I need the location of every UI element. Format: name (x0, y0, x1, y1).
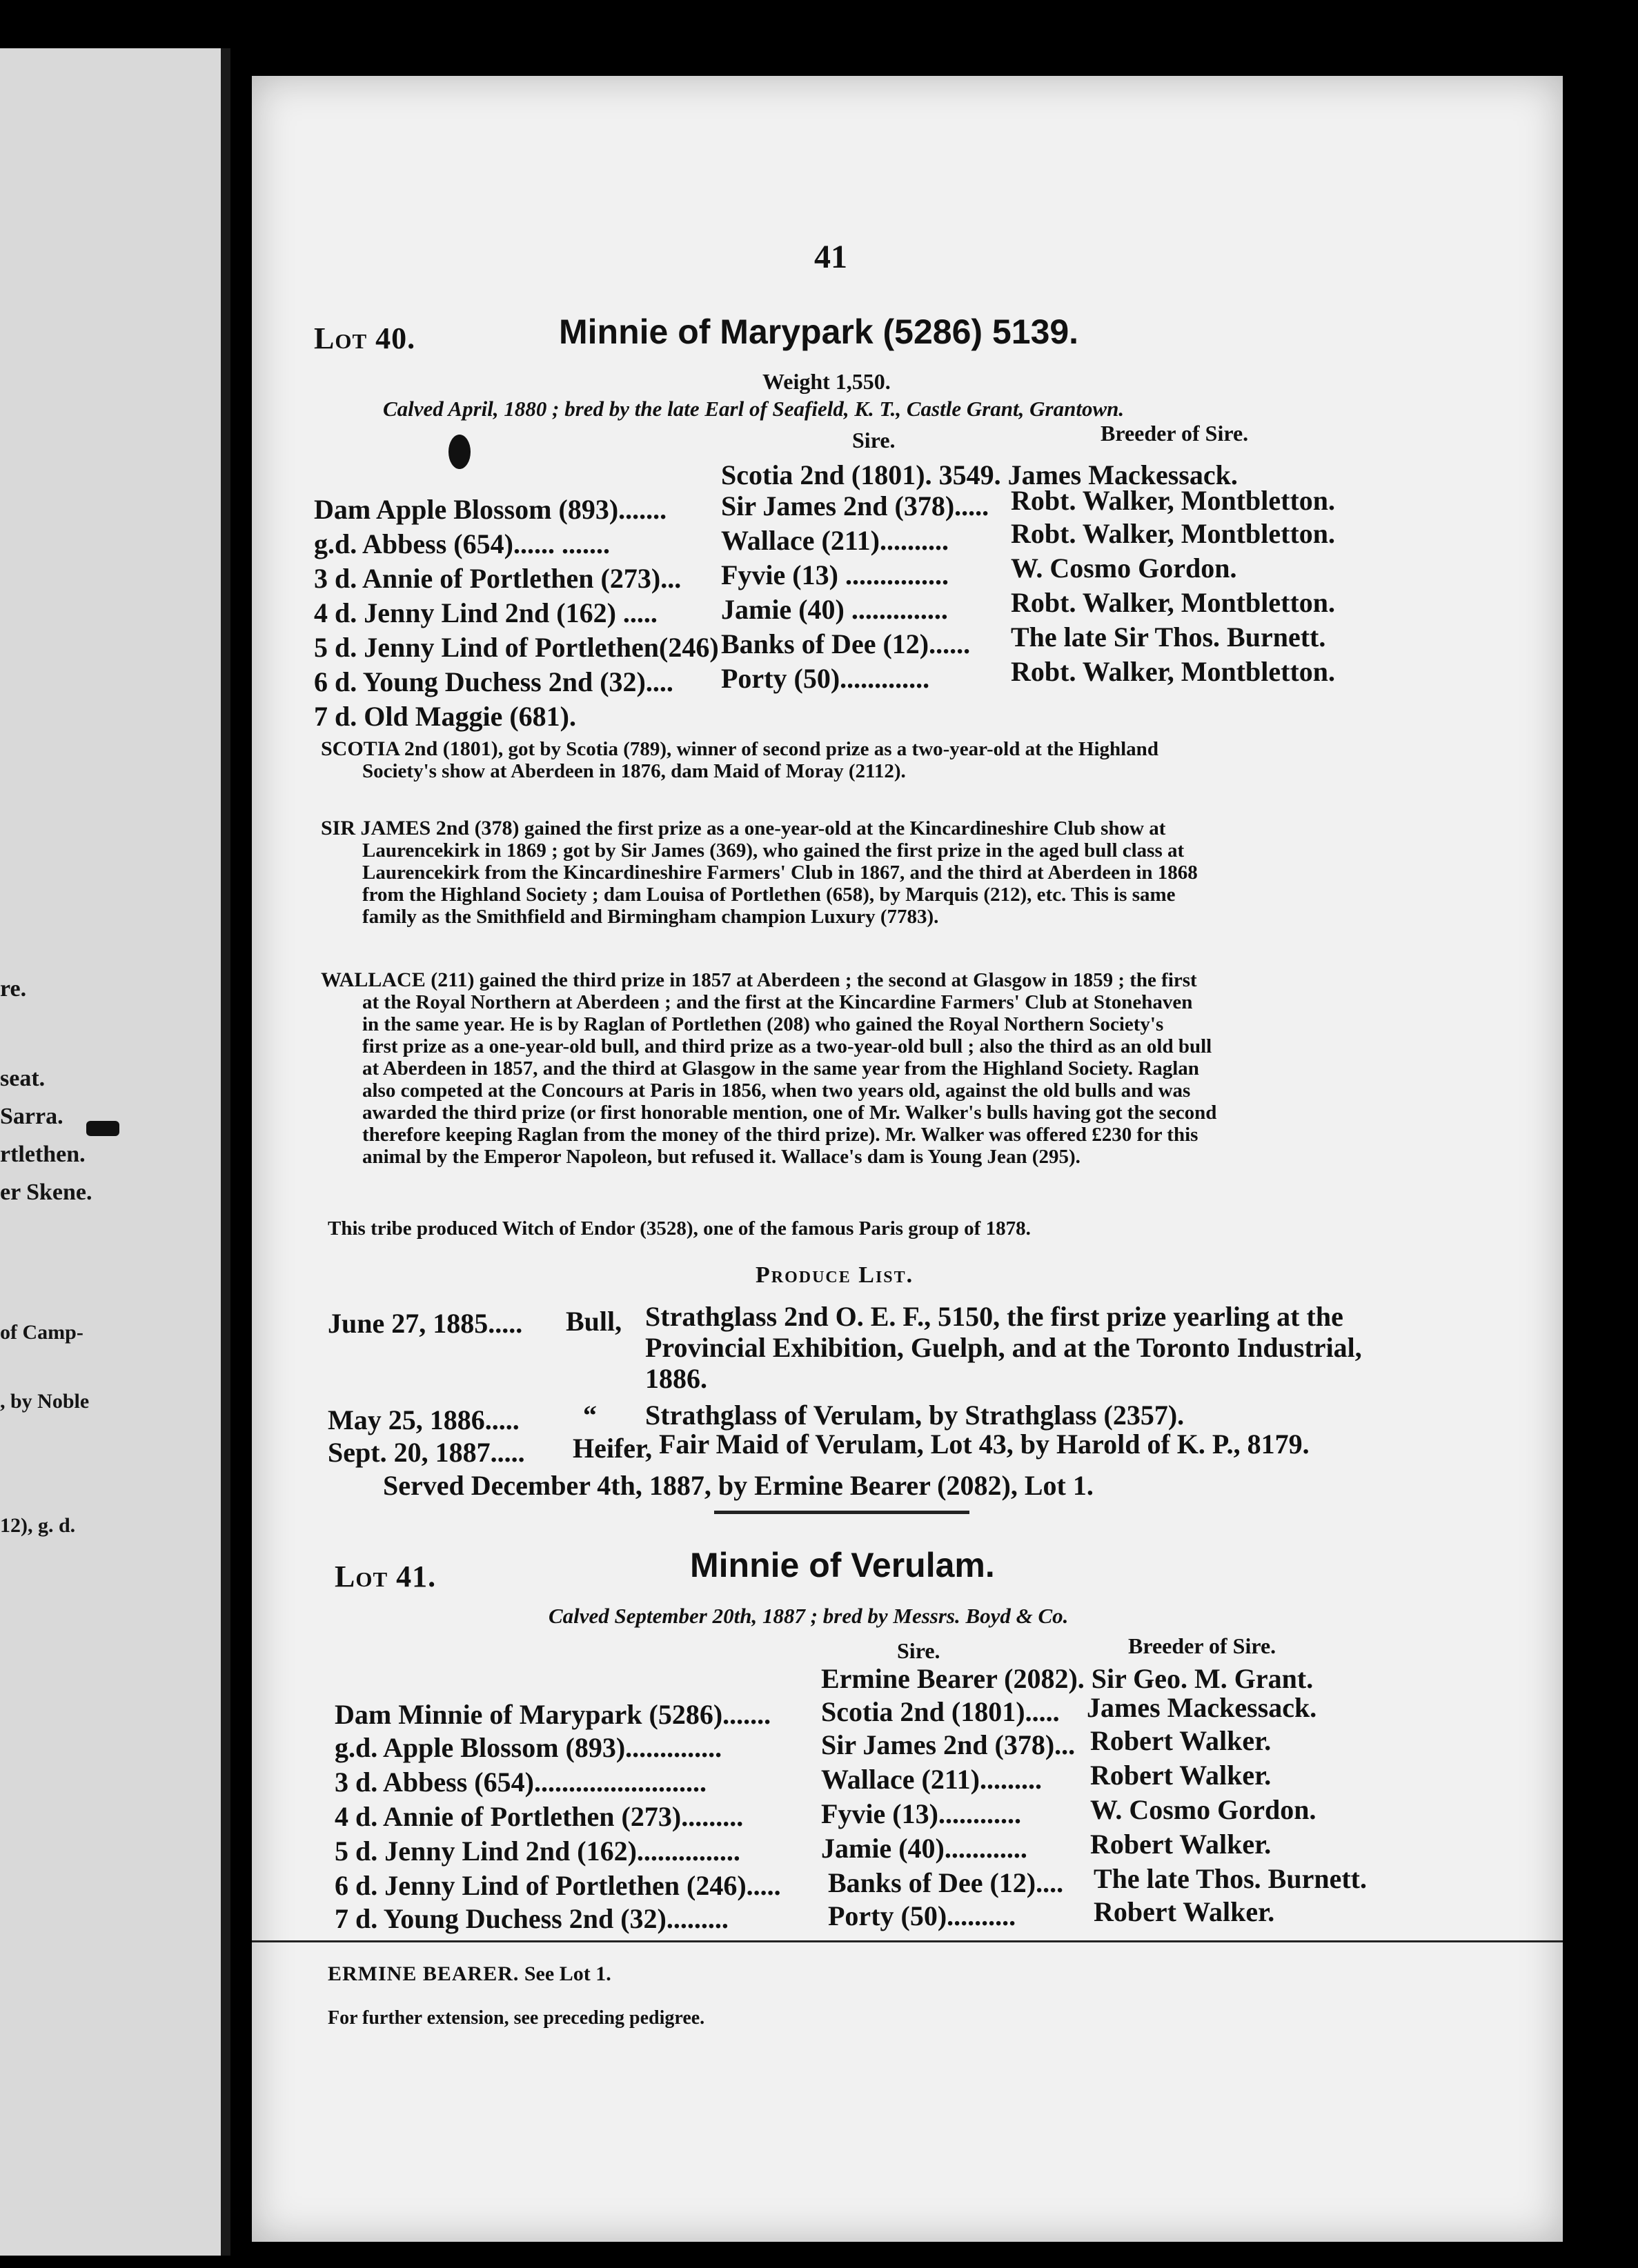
lot-title: Minnie of Marypark (5286) 5139. (559, 312, 1079, 351)
column-header-breeder: Breeder of Sire. (1128, 1633, 1276, 1658)
left-fragment: 12), g. d. (0, 1514, 76, 1537)
left-fragment: re. (0, 976, 27, 1002)
left-facing-page (0, 48, 230, 2256)
left-fragment: of Camp- (0, 1321, 83, 1344)
column-header-sire: Sire. (897, 1638, 940, 1663)
ink-blot (448, 435, 471, 469)
note-sir-james: SIR JAMES 2nd (378) gained the first prize as a one-year-old at the Kincardineshire Club show at Laurencekirk in 1869 ; got by Sir James (369), who gained the first prize in the aged bull class at Laurencekirk from the Kincardineshire Farmers' Club in 1867, and the third at Aberdeen in 1868 from the Highland Society ; dam Louisa of Portlethen (658), by Marquis (212), etc. This is same family as the Smithfield and Birmingham champion Luxury (7783). (321, 817, 1198, 928)
lot-label: Lot 40. (314, 321, 416, 355)
lot-weight: Weight 1,550. (762, 369, 891, 394)
further-extension-note: For further extension, see preceding pedigree. (328, 2007, 705, 2029)
calved-line: Calved April, 1880 ; bred by the late Earl of Seafield, K. T., Castle Grant, Grantown. (383, 397, 1125, 421)
catalogue-page: 41 Lot 40. Minnie of Marypark (5286) 5139. Weight 1,550. Calved April, 1880 ; bred by the late Earl of Seafield, K. T., Castle Grant, Grantown. Sire. Breeder of Sire. Scotia 2nd (1801). 3549. James Mackessack. Dam Apple Blossom (893)....... Sir James 2nd (378)..... Robt. Walker, Montbletton. g.d. Abbess (654)...... ....... Wallace (211).......... Robt. Walker, Montbletton. 3 d. Annie of Portlethen (273)... Fyvie (13) ............... W. Cosmo Gordon. 4 d. Jenny Lind 2nd (162) ..... Jamie (40) .............. Robt. Walker, Montbletton. 5 d. Jenny Lind of Portlethen(246) Banks of Dee (12)...... The late Sir Thos. Burnett. 6 d. Young Duchess 2nd (32).... Porty (50)............. Robt. Walker, Montbletton. 7 d. Old Maggie (681). SCOTIA 2nd (1801), got by Scotia (789), winner of second prize as a two-year-old at the Highland Society's show at Aberdeen in 1876, dam Maid of Moray (2112). SIR JAMES 2nd (378) gained the first prize as a one-year-old at the Kincardineshire Club show at Laurencekirk in 1869 ; got by Sir James (369), who gained the first prize in the aged bull class at Laurencekirk from the Kincardineshire Farmers' Club in 1867, and the third at Aberdeen in 1868 from the Highland Society ; dam Louisa of Portlethen (658), by Marquis (212), etc. This is same family as the Smithfield and Birmingham champion Luxury (7783). WALLACE (211) gained the third prize in 1857 at Aberdeen ; the second at Glasgow in 1859 ; the first at the Royal Northern at Aberdeen ; and the first at the Kincardine Farmers' Club at Stonehaven in the same year. He is by Raglan of Portlethen (208) who gained the Royal Northern Society's first prize as a one-year-old bull, and third prize as a two-year-old bull ; also the third as an old bull at Aberdeen in 1857, and the third at Glasgow in the same year from the Highland Society. Raglan also competed at the Concours at Paris in 1856, when two years old, against the old bulls and was awarded the third prize (or first honorable mention, one of Mr. Walker's bulls having got the second therefore keeping Raglan from the money of the third prize). Mr. Walker was offered £230 for this animal by the Emperor Napoleon, but refused it. Wallace's dam is Young Jean (295). This tribe produced Witch of Endor (3528), one of the famous Paris group of 1878. Produce List. June 27, 1885..... Bull, Strathglass 2nd O. E. F., 5150, the first prize yearling at the Provincial Exhibition, Guelph, and at the Toronto Industrial, 1886. May 25, 1886..... “ Strathglass of Verulam, by Strathglass (2357). Sept. 20, 1887..... Heifer, Fair Maid of Verulam, Lot 43, by Harold of K. P., 8179. Served December 4th, 1887, by Ermine Bearer (2082), Lot 1. Lot 41. Minnie of Verulam. Calved September 20th, 1887 ; bred by Messrs. Boyd & Co. Sire. Breeder of Sire. Ermine Bearer (2082). Sir Geo. M. Grant. Dam Minnie of Marypark (5286)....... Scotia 2nd (1801)..... James Mackessack. g.d. Apple Blossom (893).............. Sir James 2nd (378)... Robert Walker. 3 d. Abbess (654)......................... Wallace (211)......... Robert Walker. 4 d. Annie of Portlethen (273)......... Fyvie (13)............ W. Cosmo Gordon. 5 d. Jenny Lind 2nd (162)............... Jamie (40)............ Robert Walker. 6 d. Jenny Lind of Portlethen (246)..... Banks of Dee (12).... The late Thos. Burnett. 7 d. Young Duchess 2nd (32)......... Porty (50).......... Robert Walker. ERMINE BEARER. See Lot 1. For further extension, see preceding pedigree. (252, 76, 1563, 2242)
produce-list-heading: Produce List. (756, 1262, 914, 1288)
lot-title: Minnie of Verulam. (690, 1546, 995, 1584)
served-line: Served December 4th, 1887, by Ermine Bearer (2082), Lot 1. (383, 1470, 1094, 1501)
tribe-note: This tribe produced Witch of Endor (3528), one of the famous Paris group of 1878. (328, 1217, 1031, 1240)
left-fragment: seat. (0, 1066, 46, 1091)
left-fragment: rtlethen. (0, 1142, 86, 1167)
sire-line: Scotia 2nd (1801). 3549. James Mackessack. (721, 459, 1238, 490)
note-wallace: WALLACE (211) gained the third prize in 1857 at Aberdeen ; the second at Glasgow in 1859 ; the first at the Royal Northern at Aberdeen ; and the first at the Kincardine Farmers' Club at Stonehaven in the same year. He is by Raglan of Portlethen (208) who gained the Royal Northern Society's first prize as a one-year-old bull, and third prize as a two-year-old bull ; also the third as an old bull at Aberdeen in 1857, and the third at Glasgow in the same year from the Highland Society. Raglan also competed at the Concours at Paris in 1856, when two years old, against the old bulls and was awarded the third prize (or first honorable mention, one of Mr. Walker's bulls having got the second therefore keeping Raglan from the money of the third prize). Mr. Walker was offered £230 for this animal by the Emperor Napoleon, but refused it. Wallace's dam is Young Jean (295). (321, 968, 1217, 1168)
lot-label: Lot 41. (335, 1560, 437, 1593)
horizontal-rule (252, 1940, 1563, 1942)
section-divider (714, 1511, 969, 1514)
sire-line: Ermine Bearer (2082). Sir Geo. M. Grant. (821, 1663, 1314, 1694)
note-scotia: SCOTIA 2nd (1801), got by Scotia (789), winner of second prize as a two-year-old at the Highland Society's show at Aberdeen in 1876, dam Maid of Moray (2112). (321, 737, 1158, 782)
left-fragment: , by Noble (0, 1390, 90, 1413)
ermine-bearer-note: ERMINE BEARER. See Lot 1. (328, 1962, 611, 1985)
page-number: 41 (814, 239, 847, 275)
column-header-sire: Sire. (852, 428, 896, 452)
left-fragment: er Skene. (0, 1180, 92, 1205)
calved-line: Calved September 20th, 1887 ; bred by Messrs. Boyd & Co. (549, 1604, 1069, 1628)
left-fragment: Sarra. (0, 1104, 63, 1129)
column-header-breeder: Breeder of Sire. (1101, 421, 1249, 446)
ink-blot (86, 1121, 119, 1136)
